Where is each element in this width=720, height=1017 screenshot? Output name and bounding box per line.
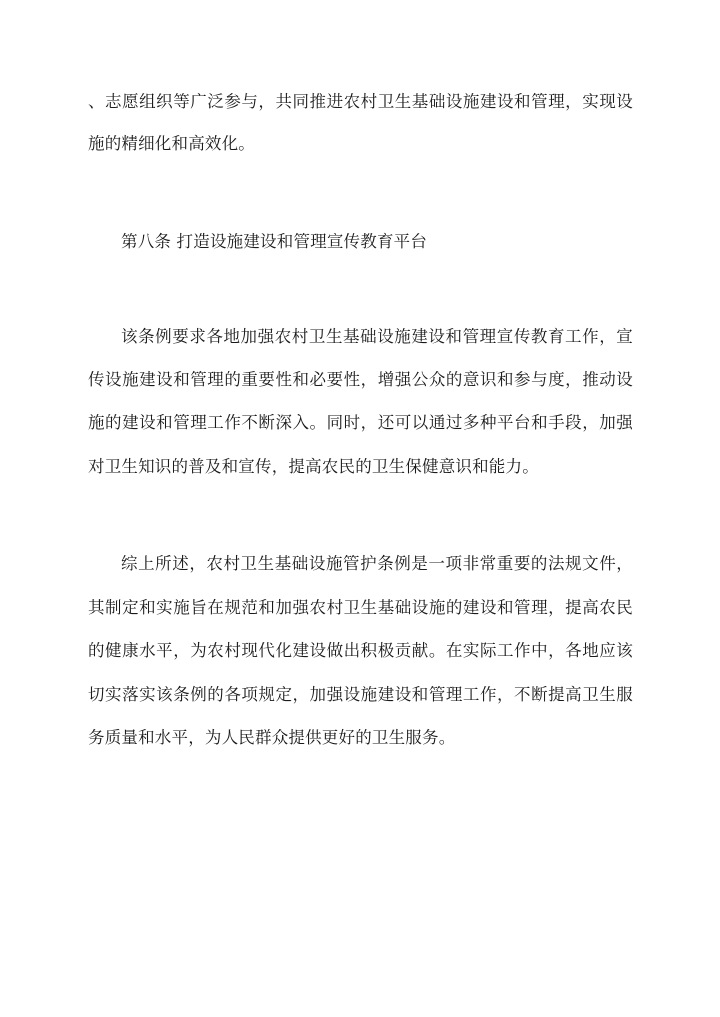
- paragraph-3-line-3: 的健康水平，为农村现代化建设做出积极贡献。在实际工作中，各地应该: [88, 641, 633, 660]
- paragraph-2-line-4: 对卫生知识的普及和宣传，提高农民的卫生保健意识和能力。: [88, 457, 539, 476]
- paragraph-3-line-4: 切实落实该条例的各项规定，加强设施建设和管理工作，不断提高卫生服: [88, 685, 633, 704]
- paragraph-2-line-3: 施的建设和管理工作不断深入。同时，还可以通过多种平台和手段，加强: [88, 413, 633, 432]
- paragraph-1-line-1: 、志愿组织等广泛参与，共同推进农村卫生基础设施建设和管理，实现设: [88, 92, 633, 111]
- paragraph-3-line-2: 其制定和实施旨在规范和加强农村卫生基础设施的建设和管理，提高农民: [88, 598, 633, 617]
- paragraph-2-line-1: 该条例要求各地加强农村卫生基础设施建设和管理宣传教育工作，宣: [121, 327, 633, 346]
- paragraph-3-line-1: 综上所述，农村卫生基础设施管护条例是一项非常重要的法规文件，: [121, 554, 633, 573]
- paragraph-2-line-2: 传设施建设和管理的重要性和必要性，增强公众的意识和参与度，推动设: [88, 370, 633, 389]
- section-heading: 第八条 打造设施建设和管理宣传教育平台: [121, 232, 428, 251]
- paragraph-3-line-5: 务质量和水平，为人民群众提供更好的卫生服务。: [88, 728, 456, 747]
- paragraph-1-line-2: 施的精细化和高效化。: [88, 134, 255, 153]
